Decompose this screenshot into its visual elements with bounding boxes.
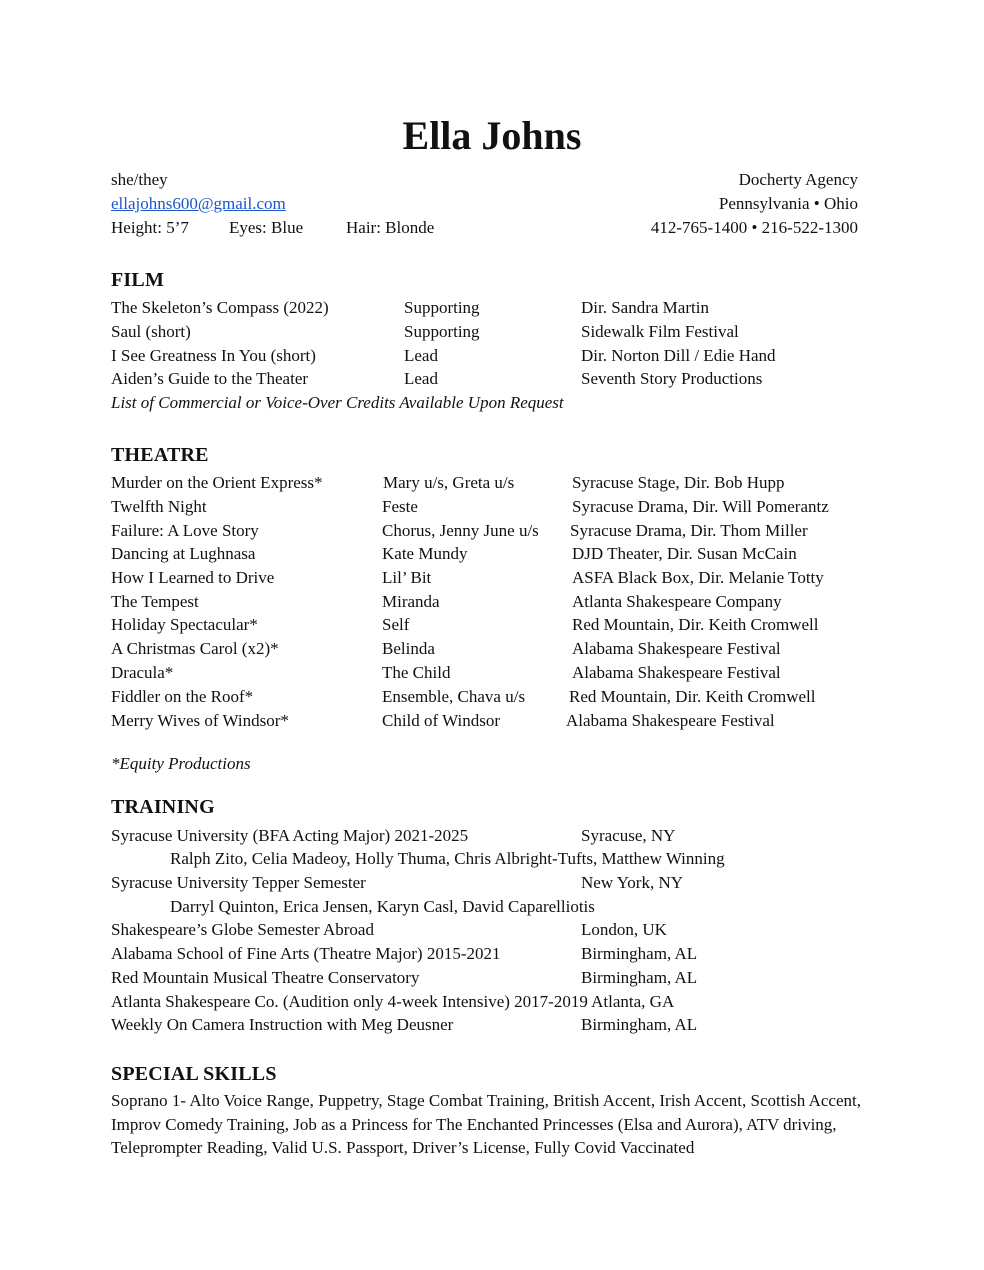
training-program: Atlanta Shakespeare Co. (Audition only 4-week Intensive) 2017-2019 Atlanta, GA <box>111 992 675 1011</box>
film-credit: Seventh Story Productions <box>581 369 763 388</box>
training-instructors: Ralph Zito, Celia Madeoy, Holly Thuma, Chris Albright-Tufts, Matthew Winning <box>170 849 725 868</box>
theatre-credit: Alabama Shakespeare Festival <box>572 663 781 682</box>
theatre-role: Kate Mundy <box>382 544 468 563</box>
film-title: The Skeleton’s Compass (2022) <box>111 298 329 317</box>
theatre-credit: DJD Theater, Dir. Susan McCain <box>572 544 797 563</box>
theatre-role: Feste <box>382 497 418 516</box>
theatre-title: Twelfth Night <box>111 497 207 516</box>
film-credit: Sidewalk Film Festival <box>581 322 739 341</box>
theatre-role: Child of Windsor <box>382 711 501 730</box>
pronouns: she/they <box>111 170 168 189</box>
theatre-role: Chorus, Jenny June u/s <box>382 521 539 540</box>
theatre-credit: Syracuse Stage, Dir. Bob Hupp <box>572 473 785 492</box>
locations: Pennsylvania • Ohio <box>718 194 858 213</box>
equity-note: *Equity Productions <box>111 754 251 773</box>
training-program: Weekly On Camera Instruction with Meg Deusner <box>111 1015 454 1034</box>
theatre-credit: Red Mountain, Dir. Keith Cromwell <box>569 687 816 706</box>
training-program: Syracuse University (BFA Acting Major) 2021-2025 <box>111 826 469 845</box>
eyes: Eyes: Blue <box>229 218 304 237</box>
theatre-role: Lil’ Bit <box>382 568 432 587</box>
phones: 412-765-1400 • 216-522-1300 <box>650 218 858 237</box>
film-heading: FILM <box>111 269 165 291</box>
film-role: Supporting <box>404 322 480 341</box>
training-location: Birmingham, AL <box>581 944 698 963</box>
film-title: Aiden’s Guide to the Theater <box>111 369 309 388</box>
training-heading: TRAINING <box>111 796 215 818</box>
theatre-credit: ASFA Black Box, Dir. Melanie Totty <box>572 568 824 587</box>
email-link[interactable]: ellajohns600@gmail.com <box>111 194 286 213</box>
theatre-title: How I Learned to Drive <box>111 568 275 587</box>
theatre-role: Self <box>382 615 410 634</box>
theatre-credit: Red Mountain, Dir. Keith Cromwell <box>572 615 819 634</box>
theatre-role: The Child <box>382 663 451 682</box>
theatre-title: Murder on the Orient Express* <box>111 473 323 492</box>
theatre-credit: Syracuse Drama, Dir. Thom Miller <box>570 521 808 540</box>
training-location: London, UK <box>581 920 667 939</box>
training-location: Syracuse, NY <box>581 826 676 845</box>
training-location: Birmingham, AL <box>581 968 698 987</box>
hair: Hair: Blonde <box>346 218 435 237</box>
training-program: Syracuse University Tepper Semester <box>111 873 366 892</box>
theatre-role: Belinda <box>382 639 435 658</box>
film-credit: Dir. Norton Dill / Edie Hand <box>581 346 776 365</box>
theatre-title: Merry Wives of Windsor* <box>111 711 289 730</box>
skills-heading: SPECIAL SKILLS <box>111 1063 277 1085</box>
training-instructors: Darryl Quinton, Erica Jensen, Karyn Casl, David Caparelliotis <box>170 897 595 916</box>
film-title: I See Greatness In You (short) <box>111 346 316 365</box>
resume-name: Ella Johns <box>402 113 582 158</box>
training-location: New York, NY <box>581 873 684 892</box>
agency: Docherty Agency <box>738 170 858 189</box>
film-role: Lead <box>404 346 438 365</box>
theatre-heading: THEATRE <box>111 444 209 466</box>
theatre-credit: Syracuse Drama, Dir. Will Pomerantz <box>572 497 829 516</box>
film-role: Lead <box>404 369 438 388</box>
theatre-title: Fiddler on the Roof* <box>111 687 254 706</box>
film-role: Supporting <box>404 298 480 317</box>
theatre-title: Dancing at Lughnasa <box>111 544 256 563</box>
theatre-credit: Alabama Shakespeare Festival <box>572 639 781 658</box>
film-credit: Dir. Sandra Martin <box>581 298 709 317</box>
theatre-title: A Christmas Carol (x2)* <box>111 639 279 658</box>
theatre-credit: Atlanta Shakespeare Company <box>572 592 782 611</box>
training-program: Shakespeare’s Globe Semester Abroad <box>111 920 374 939</box>
theatre-role: Ensemble, Chava u/s <box>382 687 526 706</box>
theatre-credit: Alabama Shakespeare Festival <box>566 711 775 730</box>
theatre-title: Failure: A Love Story <box>111 521 259 540</box>
training-program: Alabama School of Fine Arts (Theatre Major) 2015-2021 <box>111 944 501 963</box>
theatre-title: The Tempest <box>111 592 199 611</box>
height: Height: 5’7 <box>111 218 189 237</box>
film-note: List of Commercial or Voice-Over Credits Available Upon Request <box>111 393 564 412</box>
theatre-role: Miranda <box>382 592 440 611</box>
film-title: Saul (short) <box>111 322 191 341</box>
theatre-role: Mary u/s, Greta u/s <box>383 473 515 492</box>
theatre-title: Dracula* <box>111 663 174 682</box>
training-program: Red Mountain Musical Theatre Conservatory <box>111 968 420 987</box>
training-location: Birmingham, AL <box>581 1015 698 1034</box>
skills-text: Soprano 1- Alto Voice Range, Puppetry, Stage Combat Training, British Accent, Irish Accent, Scottish Accent, Improv Comedy Training, Job as a Princess for The Enchanted Princesses (Elsa and Aurora), ATV driving, Teleprompter Reading, Valid U.S. Passport, Driver’s License, Fully Covid Vaccinated <box>111 1091 861 1158</box>
theatre-title: Holiday Spectacular* <box>111 615 258 634</box>
